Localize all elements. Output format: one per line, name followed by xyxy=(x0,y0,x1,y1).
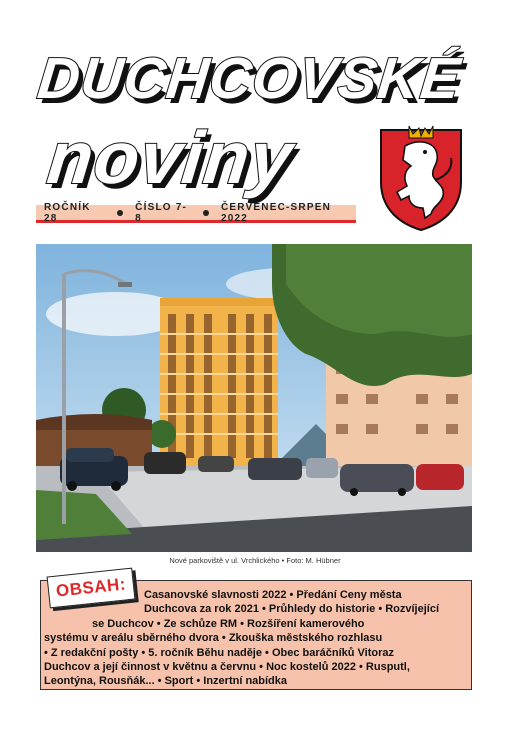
contents-list xyxy=(44,588,468,689)
separator-dot-icon xyxy=(203,210,209,216)
issue-volume: ROČNÍK 28 xyxy=(44,201,91,224)
contents-line: Duchcov a její činnost v květnu a červnu • Noc kostelů 2022 • Rusputl, xyxy=(44,661,410,674)
photo-caption: Nové parkoviště v ul. Vrchlického • Foto: M. Hübner xyxy=(169,556,341,565)
contents-line: Leontýna, Rousňák... • Sport • Inzertní nabídka xyxy=(44,675,288,688)
masthead-title-line1: DUCHCOVSKÉ xyxy=(34,46,464,111)
contents-line: • Z redakční pošty • 5. ročník Běhu naděje • Obec baráčníků Vitoraz xyxy=(44,646,395,659)
coat-of-arms-icon xyxy=(375,124,467,232)
cover-photo xyxy=(36,244,472,552)
issue-info-bar xyxy=(36,201,356,224)
separator-dot-icon xyxy=(117,210,123,216)
contents-line: Duchcova za rok 2021 • Průhledy do historie • Rozvíjející xyxy=(144,603,440,616)
issue-date: ČERVENEC-SRPEN 2022 xyxy=(221,201,331,224)
contents-line: systému v areálu sběrného dvora • Zkouška městského rozhlasu xyxy=(44,632,383,645)
issue-number: ČÍSLO 7-8 xyxy=(135,201,187,224)
contents-label: OBSAH: xyxy=(47,568,136,609)
contents-line: Casanovské slavnosti 2022 • Předání Ceny města xyxy=(144,589,402,601)
masthead-title-line2: noviny xyxy=(43,116,297,199)
contents-line: se Duchcov • Ze schůze RM • Rozšíření kamerového xyxy=(92,617,365,630)
